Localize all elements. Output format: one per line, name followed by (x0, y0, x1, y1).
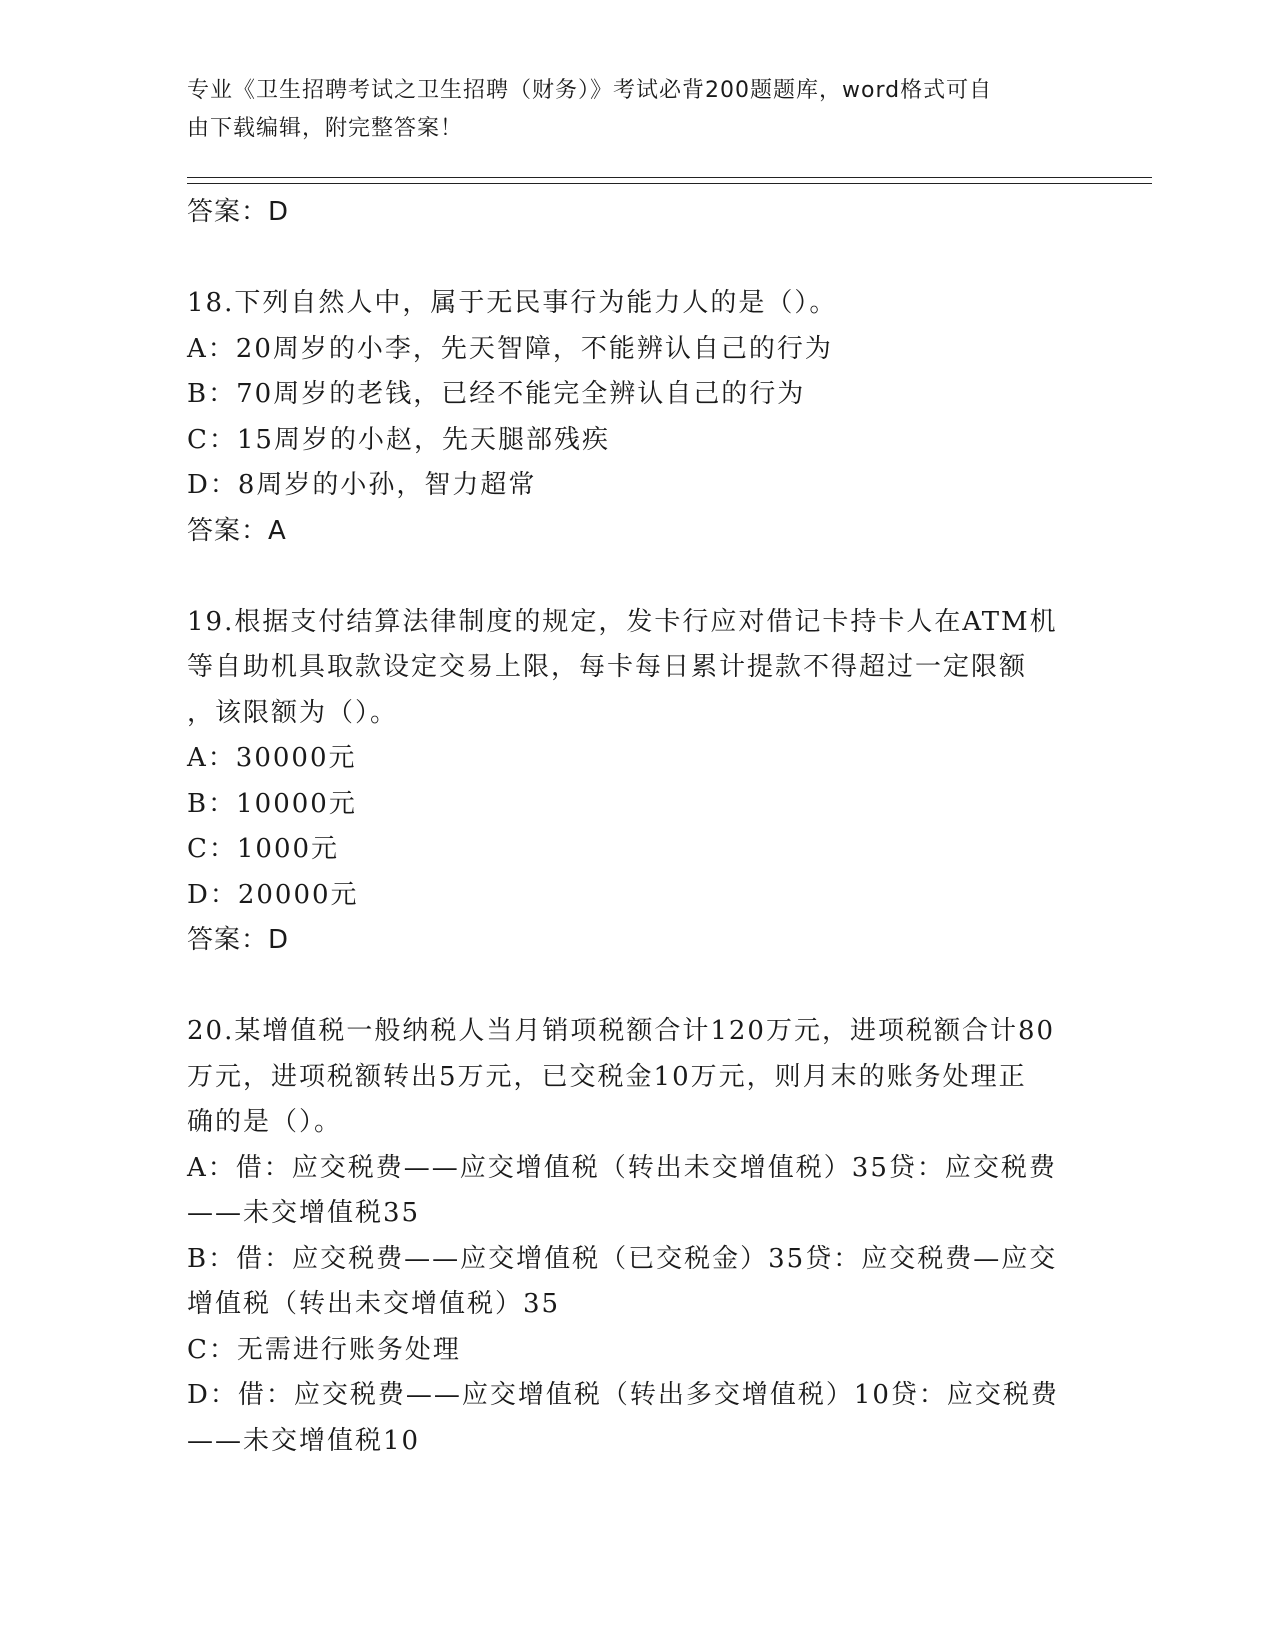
header-line-2: 由下载编辑，附完整答案！ (187, 116, 464, 141)
option-line: B：70周岁的老钱，已经不能完全辨认自己的行为 (187, 379, 806, 409)
question-stem-line: 万元，进项税额转出5万元，已交税金10万元，则月末的账务处理正 (187, 1061, 1027, 1092)
question-stem-line: 等自助机具取款设定交易上限，每卡每日累计提款不得超过一定限额 (187, 652, 1028, 682)
option-line: C：15周岁的小赵，先天腿部残疾 (187, 424, 610, 455)
option-line: B：10000元 (187, 788, 357, 819)
question-block (187, 281, 1087, 554)
option-line: D：借：应交税费——应交增值税（转出多交增值税）10贷：应交税费 (187, 1380, 1059, 1410)
question-spacer (187, 964, 1087, 1010)
question-stem-line: 19.根据支付结算法律制度的规定，发卡行应对借记卡持卡人在ATM机 (187, 606, 1058, 637)
option-line: A：20周岁的小李，先天智障，不能辨认自己的行为 (187, 333, 833, 364)
question-block (187, 600, 1087, 964)
document-header (187, 72, 1067, 148)
answer-line: 答案：A (187, 515, 287, 546)
question-stem-line: 18.下列自然人中，属于无民事行为能力人的是（）。 (187, 288, 838, 318)
option-line: C：无需进行账务处理 (187, 1334, 461, 1365)
question-stem-line: 20.某增值税一般纳税人当月销项税额合计120万元，进项税额合计80 (187, 1016, 1056, 1046)
header-divider-bottom (187, 183, 1152, 184)
previous-answer: 答案：D (187, 197, 290, 227)
document-body (187, 190, 1087, 1464)
option-line: D：20000元 (187, 879, 359, 910)
question-spacer (187, 236, 1087, 282)
header-line-1: 专业《卫生招聘考试之卫生招聘（财务）》考试必背200题题库，word格式可自 (187, 78, 993, 103)
question-stem-line: ，该限额为（）。 (187, 697, 399, 728)
option-line: B：借：应交税费——应交增值税（已交税金）35贷：应交税费—应交 (187, 1243, 1058, 1274)
option-line: ——未交增值税35 (187, 1198, 421, 1228)
question-list (187, 236, 1087, 1465)
option-line: 增值税（转出未交增值税）35 (187, 1289, 561, 1319)
question-stem-line: 确的是（）。 (187, 1107, 343, 1137)
option-line: D：8周岁的小孙，智力超常 (187, 470, 537, 500)
option-line: A：借：应交税费——应交增值税（转出未交增值税）35贷：应交税费 (187, 1152, 1057, 1183)
option-line: C：1000元 (187, 834, 340, 864)
option-line: A：30000元 (187, 743, 357, 773)
answer-line: 答案：D (187, 925, 290, 955)
question-spacer (187, 554, 1087, 600)
question-block (187, 1009, 1087, 1464)
header-divider-top (187, 177, 1152, 178)
option-line: ——未交增值税10 (187, 1425, 421, 1456)
